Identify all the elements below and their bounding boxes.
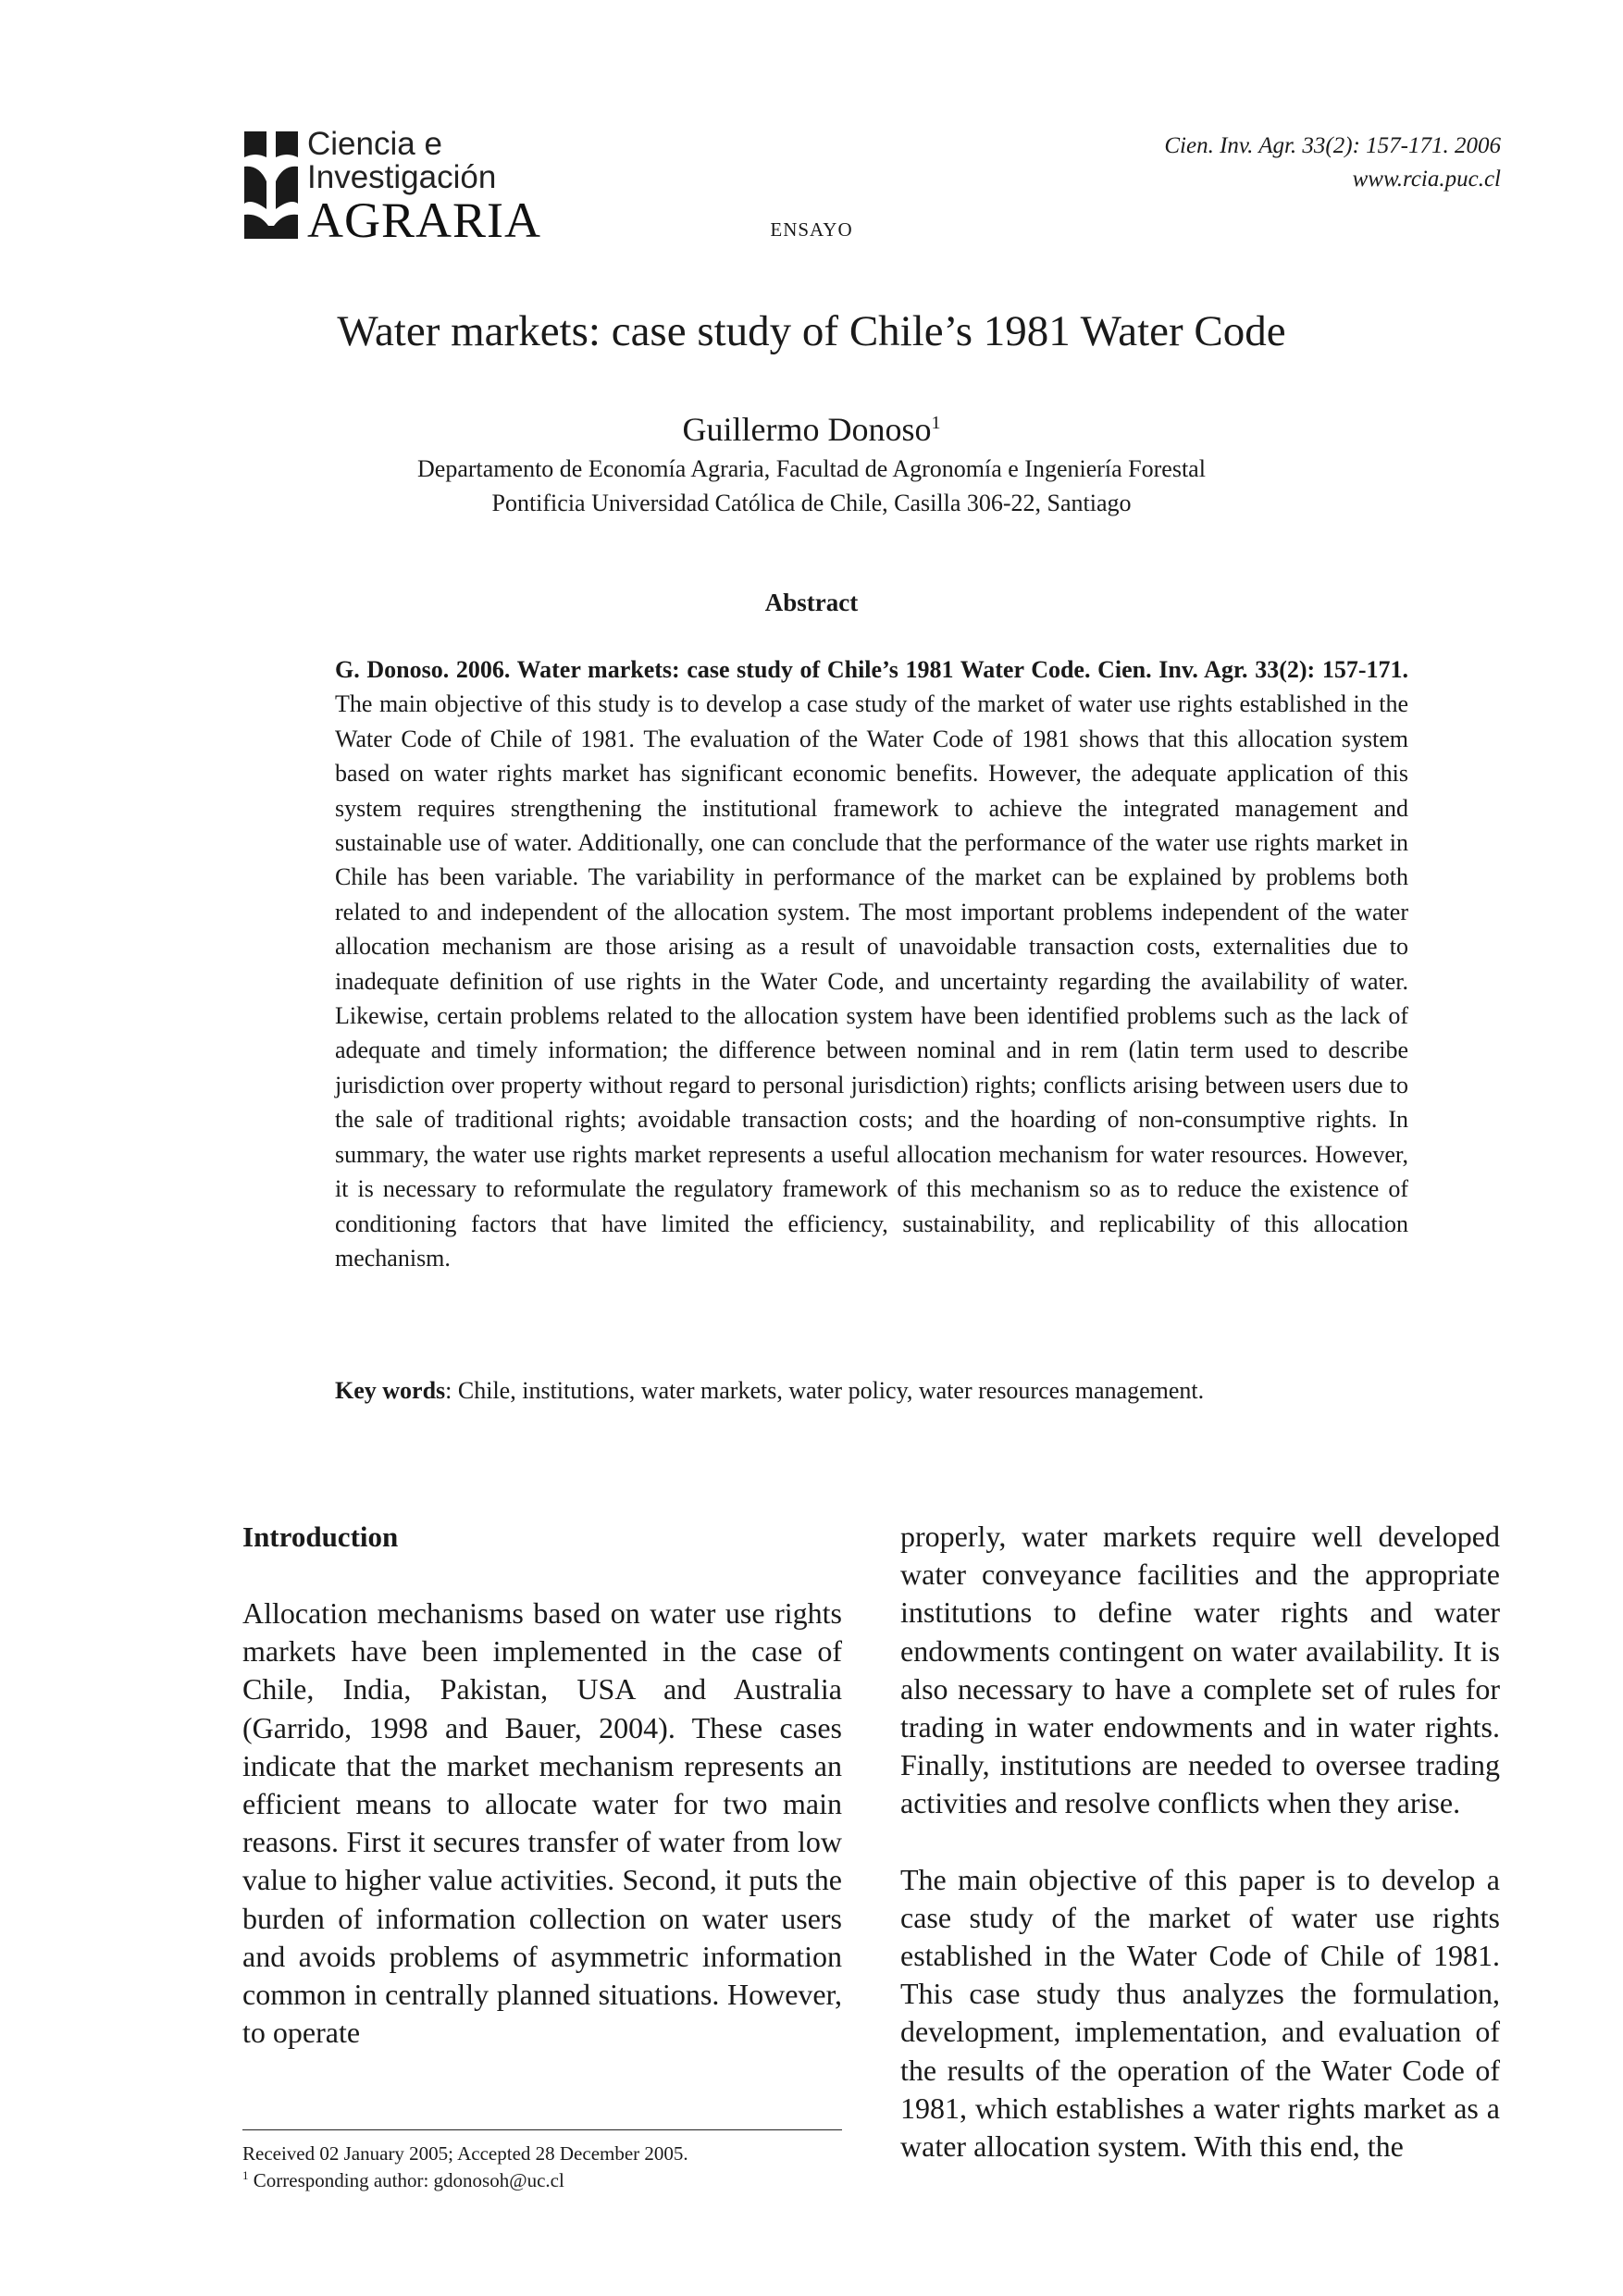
footnote-divider — [242, 2129, 842, 2130]
body-column-right — [900, 1518, 1500, 2166]
keywords-label: Key words — [335, 1377, 446, 1404]
introduction-paragraph-2: The main objective of this paper is to develop a case study of the market of water use rights established in the Water Code of Chile of 1981. This case study thus analyzes the formulation, development, implementation, and evaluation of the results of the operation of the Water Code of 1981, which establishes a water rights market as a water allocation system. With this end, the — [900, 1862, 1500, 2164]
introduction-paragraph-1-continued: properly, water markets require well developed water conveyance facilities and the appropriate institutions to define water rights and water endowments contingent on water availability. It is also necessary to have a complete set of rules for trading in water endowments and in water rights. Finally, institutions are needed to oversee trading activities and resolve conflicts when they arise. — [900, 1520, 1500, 1820]
author-name: Guillermo Donoso — [682, 411, 932, 448]
keywords-text: : Chile, institutions, water markets, water policy, water resources management. — [445, 1377, 1205, 1404]
abstract-citation: G. Donoso. 2006. Water markets: case study of Chile’s 1981 Water Code. Cien. Inv. Agr. 33(2): 157-171. — [335, 656, 1408, 683]
footnotes — [242, 2141, 842, 2194]
introduction-paragraph-1: Allocation mechanisms based on water use rights markets have been implemented in the case of Chile, India, Pakistan, USA and Australia (Garrido, 1998 and Bauer, 2004). These cases indicate that the market mechanism represents an efficient means to allocate water for two main reasons. First it secures transfer of water from low value to higher value activities. Second, it puts the burden of information collection on water users and avoids problems of asymmetric information common in centrally planned situations. However, to operate — [242, 1596, 842, 2050]
keywords-line — [335, 1373, 1408, 1408]
journal-url[interactable]: www.rcia.puc.cl — [1352, 167, 1501, 192]
introduction-heading: Introduction — [242, 1520, 399, 1553]
corresponding-author-text: Corresponding author: gdonosoh@uc.cl — [248, 2169, 564, 2191]
abstract-heading: Abstract — [764, 589, 859, 616]
affiliation-line-2: Pontificia Universidad Católica de Chile, Casilla 306-22, Santiago — [491, 490, 1132, 516]
received-note: Received 02 January 2005; Accepted 28 December 2005. — [242, 2142, 688, 2165]
logo-line-ciencia: Ciencia e — [307, 126, 442, 162]
paragraph-gap — [900, 1823, 1500, 1861]
logo-line-agraria: AGRARIA — [307, 192, 542, 248]
abstract-paragraph — [335, 652, 1408, 1275]
journal-citation: Cien. Inv. Agr. 33(2): 157-171. 2006 — [1164, 133, 1501, 158]
paper-title: Water markets: case study of Chile’s 1981 Water Code — [337, 307, 1286, 355]
body-column-left — [242, 1518, 842, 2052]
abstract-body: The main objective of this study is to develop a case study of the market of water use rights established in the Water Code of Chile of 1981. The evaluation of the Water Code of 1981 shows that this allocation system based on water rights market has significant economic benefits. However, the adequate application of this system requires strengthening the institutional framework to achieve the integrated management and sustainable use of water. Additionally, one can conclude that the performance of the water use rights market in Chile has been variable. The variability in performance of the market can be explained by problems both related to and independent of the allocation system. The most important problems independent of the water allocation mechanism are those arising as a result of unavoidable transaction costs, externalities due to inadequate definition of use rights in the Water Code, and uncertainty regarding the availability of water. Likewise, certain problems related to the allocation system have been identified problems such as the lack of adequate and timely information; the difference between nominal and in rem (latin term used to describe jurisdiction over property without regard to personal jurisdiction) rights; conflicts arising between users due to the sale of traditional rights; avoidable transaction costs; and the hoarding of non-consumptive rights. In summary, the water use rights market represents a useful allocation mechanism for water resources. However, it is necessary to reformulate the regulatory framework of this mechanism so as to reduce the existence of conditioning factors that have limited the efficiency, sustainability, and replicability of this allocation mechanism. — [335, 690, 1408, 1272]
author-line — [0, 409, 1623, 450]
author-affiliation — [0, 452, 1623, 520]
affiliation-line-1: Departamento de Economía Agraria, Facultad de Agronomía e Ingeniería Forestal — [417, 455, 1206, 482]
corresponding-author-note — [242, 2167, 842, 2194]
author-footnote-mark: 1 — [931, 413, 941, 433]
section-label: ENSAYO — [770, 218, 853, 241]
footnote-mark: 1 — [242, 2168, 249, 2182]
logo-line-investigacion: Investigación — [307, 159, 497, 195]
journal-citation-block — [1164, 130, 1501, 196]
